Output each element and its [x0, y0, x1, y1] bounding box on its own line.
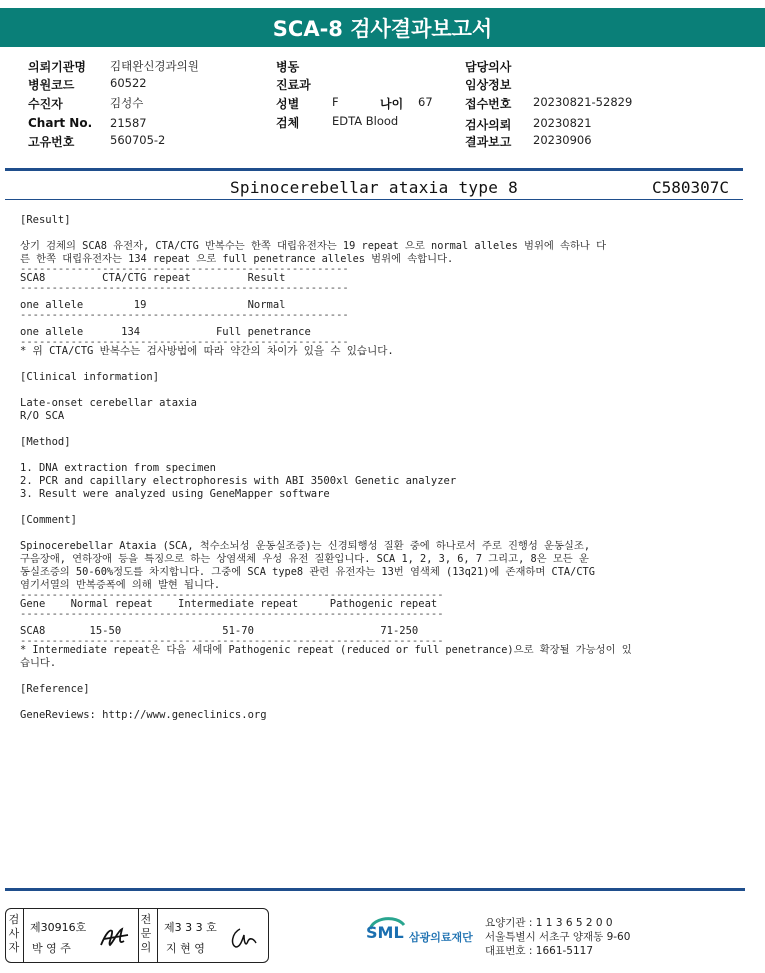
label-chart-no: Chart No. — [28, 116, 93, 130]
value-institution: 김태완신경과의원 — [110, 59, 199, 73]
section-reference-heading: [Reference] — [20, 683, 90, 695]
label-hospital-code: 병원코드 — [28, 78, 75, 92]
section-result-heading: [Result] — [20, 214, 71, 226]
value-hospital-code: 60522 — [110, 76, 147, 90]
label-specimen: 검체 — [276, 116, 300, 130]
label-department: 진료과 — [276, 78, 311, 92]
doctor-label: 전문의 — [140, 913, 152, 954]
clinical-line: Late-onset cerebellar ataxia — [20, 397, 198, 409]
test-title: Spinocerebellar ataxia type 8 — [230, 178, 519, 197]
repeat-table-row: SCA8 15-50 51-70 71-250 — [20, 625, 419, 637]
result-note: * 위 CTA/CTG 반복수는 검사방법에 따라 약간의 차이가 있을 수 있습니다. — [20, 345, 394, 357]
divider-title — [5, 199, 743, 200]
result-text-line: 상기 검체의 SCA8 유전자, CTA/CTG 반복수는 한쪽 대립유전자는 19 repeat 으로 normal alleles 범위에 속하나 다 — [20, 240, 607, 252]
method-line: 3. Result were analyzed using GeneMapper software — [20, 488, 330, 500]
label-sex: 성별 — [276, 97, 300, 111]
value-report-date: 20230906 — [533, 133, 592, 147]
result-text-line: 른 한쪽 대립유전자는 134 repeat 으로 full penetrance alleles 범위에 속합니다. — [20, 253, 454, 265]
repeat-note: * Intermediate repeat은 다음 세대에 Pathogenic repeat (reduced or full penetrance)으로 확장될 가능성이 있 — [20, 644, 632, 656]
label-report-date: 결과보고 — [465, 135, 512, 149]
repeat-note: 습니다. — [20, 657, 57, 669]
test-code: C580307C — [652, 178, 730, 197]
sml-logo-mark: SML — [366, 923, 404, 942]
sml-logo-name: 삼광의료재단 — [409, 931, 473, 944]
comment-line: 염기서열의 반복증폭에 의해 발현 됩니다. — [20, 579, 221, 591]
comment-line: 구음장애, 연하장애 등을 특징으로 하는 상염색체 우성 유전 질환입니다. SCA 1, 2, 3, 6, 7 그리고, 8은 모든 운 — [20, 553, 589, 565]
method-line: 2. PCR and capillary electrophoresis with ABI 3500xl Genetic analyzer — [20, 475, 457, 487]
table-rule: ------------------------------------------------------------------- — [20, 608, 444, 620]
doctor-name: 지 현 영 — [166, 942, 205, 955]
value-age: 67 — [418, 95, 433, 109]
divider-bottom — [5, 888, 745, 891]
label-institution: 의뢰기관명 — [28, 60, 86, 74]
value-chart-no: 21587 — [110, 116, 147, 130]
result-table-header: SCA8 CTA/CTG repeat Result — [20, 272, 286, 284]
label-receipt-no: 접수번호 — [465, 97, 512, 111]
comment-line: 동실조증의 50-60%정도를 차지합니다. 그중에 SCA type8 관련 유전자는 13번 염색체 (13q21)에 존재하며 CTA/CTG — [20, 566, 595, 578]
label-unique-no: 고유번호 — [28, 135, 75, 149]
table-rule: ------------------------------------------------------------------- — [20, 589, 444, 601]
table-rule: ---------------------------------------------------- — [20, 336, 349, 348]
lab-institution-code: 요양기관 : 1 1 3 6 5 2 0 0 — [485, 917, 613, 929]
result-table-row: one allele 134 Full penetrance — [20, 326, 311, 338]
table-rule: ---------------------------------------------------- — [20, 309, 349, 321]
section-method-heading: [Method] — [20, 436, 71, 448]
doctor-signature-icon — [226, 923, 262, 953]
reference-line: GeneReviews: http://www.geneclinics.org — [20, 709, 267, 721]
label-ward: 병동 — [276, 60, 300, 74]
doctor-license: 제3 3 3 호 — [164, 921, 217, 934]
label-doctor: 담당의사 — [465, 60, 512, 74]
repeat-table-header: Gene Normal repeat Intermediate repeat Pathogenic repeat — [20, 598, 438, 610]
section-comment-heading: [Comment] — [20, 514, 77, 526]
value-unique-no: 560705-2 — [110, 133, 166, 147]
report-title: SCA-8 검사결과보고서 — [272, 16, 493, 41]
lab-address: 서울특별시 서초구 양재동 9-60 — [485, 931, 631, 943]
report-title-bar — [0, 8, 765, 47]
tester-name: 박 영 주 — [32, 942, 71, 955]
table-rule: ------------------------------------------------------------------- — [20, 635, 444, 647]
label-clinical-info: 임상정보 — [465, 78, 512, 92]
patient-info — [0, 56, 765, 156]
value-receipt-no: 20230821-52829 — [533, 95, 633, 109]
table-rule: ---------------------------------------------------- — [20, 263, 349, 275]
value-sex: F — [332, 95, 339, 109]
result-table-row: one allele 19 Normal — [20, 299, 286, 311]
value-request-date: 20230821 — [533, 116, 592, 130]
comment-line: Spinocerebellar Ataxia (SCA, 척수소뇌성 운동실조증)는 신경퇴행성 질환 중에 하나로서 주로 진행성 운동실조, — [20, 540, 591, 552]
clinical-line: R/O SCA — [20, 410, 65, 422]
tester-label: 검사자 — [8, 913, 20, 954]
tester-license: 제30916호 — [30, 921, 87, 934]
report-body — [20, 214, 740, 722]
table-rule: ---------------------------------------------------- — [20, 282, 349, 294]
section-clinical-heading: [Clinical information] — [20, 371, 160, 383]
value-specimen: EDTA Blood — [332, 114, 399, 128]
label-age: 나이 — [380, 97, 404, 111]
label-request-date: 검사의뢰 — [465, 118, 512, 132]
label-patient: 수진자 — [28, 97, 63, 111]
divider-top — [5, 168, 743, 171]
lab-contact-info — [485, 916, 630, 958]
lab-phone: 대표번호 : 1661-5117 — [485, 945, 594, 957]
value-patient: 김성수 — [110, 96, 144, 110]
tester-signature-icon — [98, 923, 134, 953]
signature-box — [5, 908, 269, 963]
method-line: 1. DNA extraction from specimen — [20, 462, 216, 474]
